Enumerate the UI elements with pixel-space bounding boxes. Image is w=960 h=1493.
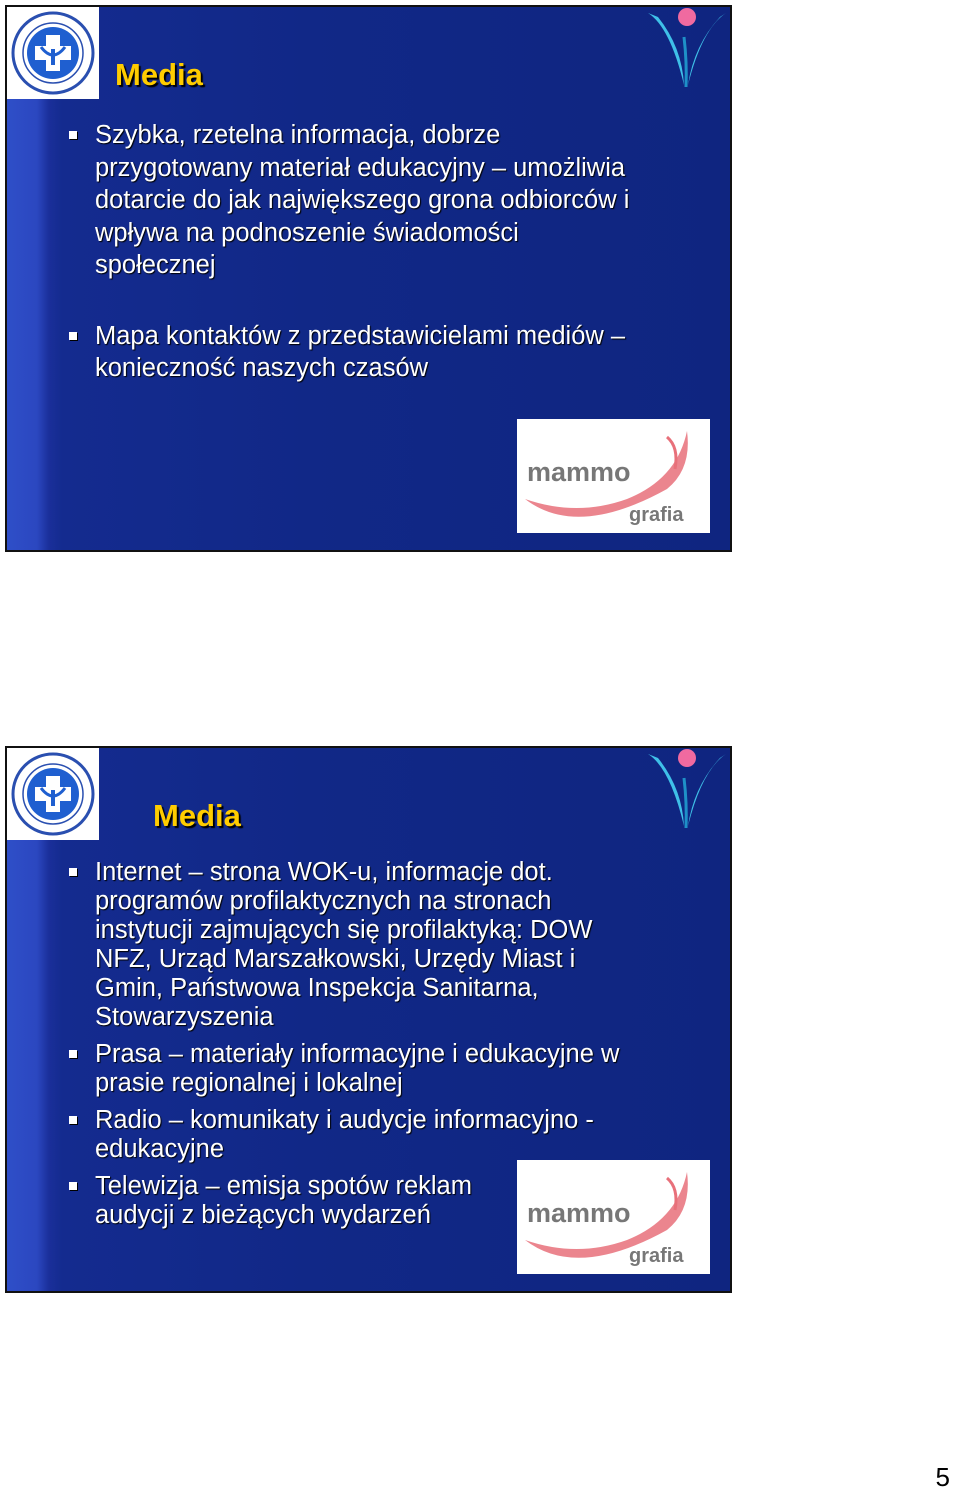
square-bullet-icon: [69, 1050, 77, 1058]
bullet-line: Mapa kontaktów z przedstawicielami mediów –: [95, 321, 626, 350]
mammo-logo-text: mammo: [527, 457, 631, 487]
bullet-line: edukacyjne: [95, 1135, 225, 1163]
bullet-item: [69, 1106, 709, 1164]
bullet-line: Telewizja – emisja spotów reklam: [95, 1172, 472, 1200]
bullet-line: wpływa na podnoszenie świadomości: [95, 218, 519, 247]
bullet-line: Internet – strona WOK-u, informacje dot.: [95, 858, 553, 886]
bullet-line: Prasa – materiały informacyjne i edukacyjne w: [95, 1040, 620, 1068]
bullet-list: [69, 119, 709, 423]
square-bullet-icon: [69, 868, 77, 876]
grafia-logo-text: grafia: [629, 504, 684, 526]
bullet-item: [69, 320, 709, 385]
page-number: 5: [935, 1462, 950, 1492]
slide-title: Media: [115, 57, 203, 92]
bullet-item: [69, 1040, 709, 1098]
slide-2: [5, 746, 732, 1293]
bullet-line: dotarcie do jak największego grona odbiorców i: [95, 186, 630, 214]
mammografia-logo: [517, 419, 710, 533]
square-bullet-icon: [69, 1116, 77, 1124]
bullet-line: prasie regionalnej i lokalnej: [95, 1069, 403, 1097]
institution-seal-logo: [7, 7, 99, 99]
ribbon-figure-logo: [640, 748, 730, 832]
square-bullet-icon: [69, 1182, 77, 1190]
bullet-line: społecznej: [95, 251, 216, 279]
square-bullet-icon: [69, 131, 77, 139]
bullet-item: [69, 119, 709, 282]
bullet-line: Szybka, rzetelna informacja, dobrze: [95, 121, 501, 149]
ribbon-figure-logo: [640, 7, 730, 91]
grafia-logo-text: grafia: [629, 1245, 684, 1267]
mammografia-logo: [517, 1160, 710, 1274]
bullet-line: Radio – komunikaty i audycje informacyjno -: [95, 1106, 594, 1134]
bullet-line: Stowarzyszenia: [95, 1003, 274, 1031]
bullet-line: audycji z bieżących wydarzeń: [95, 1201, 431, 1229]
bullet-line: przygotowany materiał edukacyjny – umożliwia: [95, 153, 626, 182]
institution-seal-logo: [7, 748, 99, 840]
bullet-line: NFZ, Urząd Marszałkowski, Urzędy Miast i: [95, 945, 576, 973]
bullet-line: instytucji zajmujących się profilaktyką: DOW: [95, 916, 593, 944]
slide-1: [5, 5, 732, 552]
bullet-line: konieczność naszych czasów: [95, 354, 429, 382]
bullet-line: Gmin, Państwowa Inspekcja Sanitarna,: [95, 974, 539, 1002]
bullet-item: [69, 858, 709, 1032]
mammo-logo-text: mammo: [527, 1198, 631, 1228]
square-bullet-icon: [69, 332, 77, 340]
bullet-line: programów profilaktycznych na stronach: [95, 887, 552, 915]
slide-title: Media: [153, 798, 241, 833]
